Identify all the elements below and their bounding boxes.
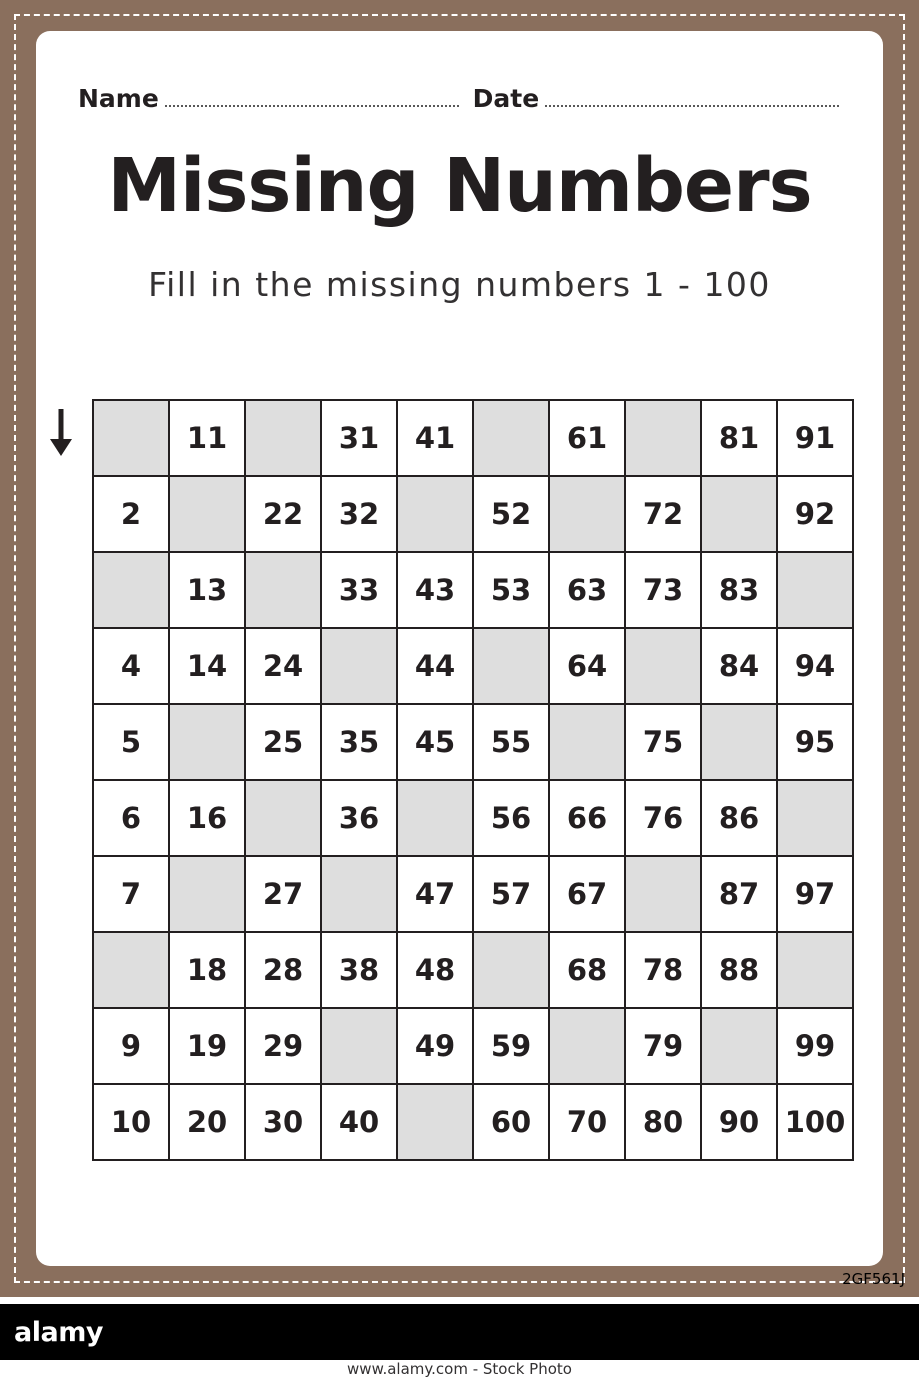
grid-cell-filled: 61 — [549, 400, 625, 476]
grid-cell-filled: 47 — [397, 856, 473, 932]
grid-cell-filled: 86 — [701, 780, 777, 856]
page-title: Missing Numbers — [107, 143, 812, 229]
grid-cell-filled: 91 — [777, 400, 853, 476]
grid-cell-filled: 24 — [245, 628, 321, 704]
grid-row — [93, 856, 853, 932]
grid-cell-blank[interactable] — [625, 628, 701, 704]
grid-cell-blank[interactable] — [93, 400, 169, 476]
grid-row — [93, 932, 853, 1008]
grid-cell-filled: 44 — [397, 628, 473, 704]
number-grid-table — [92, 399, 854, 1161]
grid-cell-filled: 83 — [701, 552, 777, 628]
grid-row — [93, 780, 853, 856]
worksheet-paper — [36, 31, 883, 1266]
grid-cell-filled: 67 — [549, 856, 625, 932]
grid-cell-filled: 40 — [321, 1084, 397, 1160]
grid-cell-filled: 49 — [397, 1008, 473, 1084]
grid-cell-filled: 87 — [701, 856, 777, 932]
grid-cell-filled: 72 — [625, 476, 701, 552]
grid-row — [93, 1008, 853, 1084]
grid-cell-filled: 70 — [549, 1084, 625, 1160]
grid-cell-blank[interactable] — [473, 400, 549, 476]
grid-cell-blank[interactable] — [777, 932, 853, 1008]
grid-cell-filled: 84 — [701, 628, 777, 704]
grid-cell-blank[interactable] — [169, 704, 245, 780]
name-label: Name — [78, 84, 159, 113]
grid-cell-filled: 55 — [473, 704, 549, 780]
grid-cell-blank[interactable] — [169, 856, 245, 932]
grid-cell-filled: 9 — [93, 1008, 169, 1084]
grid-cell-blank[interactable] — [397, 476, 473, 552]
date-label: Date — [472, 84, 540, 113]
grid-cell-filled: 16 — [169, 780, 245, 856]
grid-cell-filled: 22 — [245, 476, 321, 552]
grid-cell-filled: 13 — [169, 552, 245, 628]
grid-cell-filled: 11 — [169, 400, 245, 476]
grid-row — [93, 628, 853, 704]
grid-row — [93, 400, 853, 476]
grid-cell-filled: 80 — [625, 1084, 701, 1160]
grid-cell-filled: 30 — [245, 1084, 321, 1160]
grid-cell-filled: 59 — [473, 1008, 549, 1084]
grid-cell-blank[interactable] — [549, 1008, 625, 1084]
grid-cell-blank[interactable] — [625, 856, 701, 932]
grid-cell-blank[interactable] — [473, 932, 549, 1008]
grid-cell-blank[interactable] — [321, 628, 397, 704]
page-subtitle: Fill in the missing numbers 1 - 100 — [148, 265, 771, 304]
grid-cell-filled: 25 — [245, 704, 321, 780]
grid-cell-blank[interactable] — [245, 780, 321, 856]
grid-cell-filled: 48 — [397, 932, 473, 1008]
grid-cell-filled: 92 — [777, 476, 853, 552]
name-input-line[interactable] — [165, 104, 459, 107]
grid-cell-filled: 36 — [321, 780, 397, 856]
grid-cell-filled: 33 — [321, 552, 397, 628]
grid-row — [93, 1084, 853, 1160]
grid-cell-blank[interactable] — [701, 1008, 777, 1084]
grid-cell-blank[interactable] — [625, 400, 701, 476]
grid-cell-filled: 90 — [701, 1084, 777, 1160]
grid-cell-blank[interactable] — [701, 704, 777, 780]
grid-cell-filled: 14 — [169, 628, 245, 704]
grid-cell-filled: 20 — [169, 1084, 245, 1160]
grid-cell-blank[interactable] — [777, 780, 853, 856]
grid-cell-filled: 66 — [549, 780, 625, 856]
grid-cell-filled: 10 — [93, 1084, 169, 1160]
grid-cell-filled: 56 — [473, 780, 549, 856]
grid-cell-filled: 52 — [473, 476, 549, 552]
grid-cell-filled: 28 — [245, 932, 321, 1008]
grid-cell-filled: 81 — [701, 400, 777, 476]
grid-cell-filled: 97 — [777, 856, 853, 932]
grid-cell-filled: 19 — [169, 1008, 245, 1084]
grid-cell-filled: 99 — [777, 1008, 853, 1084]
hundred-chart — [92, 399, 846, 1139]
grid-cell-filled: 27 — [245, 856, 321, 932]
alamy-logo: alamy — [14, 1316, 103, 1348]
grid-cell-filled: 5 — [93, 704, 169, 780]
grid-cell-filled: 43 — [397, 552, 473, 628]
image-id: 2GF561J — [842, 1270, 905, 1288]
down-arrow-icon — [44, 407, 78, 457]
grid-cell-blank[interactable] — [777, 552, 853, 628]
name-date-row — [78, 73, 843, 113]
grid-cell-filled: 2 — [93, 476, 169, 552]
grid-cell-blank[interactable] — [169, 476, 245, 552]
grid-cell-filled: 38 — [321, 932, 397, 1008]
grid-cell-filled: 64 — [549, 628, 625, 704]
grid-cell-blank[interactable] — [93, 552, 169, 628]
grid-cell-filled: 18 — [169, 932, 245, 1008]
grid-cell-filled: 57 — [473, 856, 549, 932]
grid-cell-filled: 88 — [701, 932, 777, 1008]
grid-cell-filled: 76 — [625, 780, 701, 856]
grid-cell-filled: 95 — [777, 704, 853, 780]
grid-cell-blank[interactable] — [321, 1008, 397, 1084]
grid-cell-blank[interactable] — [397, 1084, 473, 1160]
grid-cell-blank[interactable] — [473, 628, 549, 704]
grid-cell-filled: 45 — [397, 704, 473, 780]
alamy-footer-bar — [0, 1304, 919, 1360]
grid-cell-filled: 60 — [473, 1084, 549, 1160]
grid-cell-blank[interactable] — [321, 856, 397, 932]
grid-cell-filled: 79 — [625, 1008, 701, 1084]
footer-credit: www.alamy.com - Stock Photo — [347, 1360, 572, 1378]
grid-cell-filled: 100 — [777, 1084, 853, 1160]
grid-row — [93, 476, 853, 552]
date-input-line[interactable] — [545, 104, 839, 107]
grid-cell-blank[interactable] — [245, 552, 321, 628]
grid-row — [93, 704, 853, 780]
grid-cell-filled: 6 — [93, 780, 169, 856]
grid-cell-filled: 68 — [549, 932, 625, 1008]
grid-cell-filled: 7 — [93, 856, 169, 932]
grid-cell-filled: 4 — [93, 628, 169, 704]
grid-cell-filled: 94 — [777, 628, 853, 704]
grid-cell-filled: 32 — [321, 476, 397, 552]
grid-cell-filled: 78 — [625, 932, 701, 1008]
grid-cell-filled: 35 — [321, 704, 397, 780]
grid-cell-filled: 41 — [397, 400, 473, 476]
grid-cell-blank[interactable] — [397, 780, 473, 856]
grid-cell-blank[interactable] — [93, 932, 169, 1008]
grid-cell-filled: 31 — [321, 400, 397, 476]
grid-cell-filled: 75 — [625, 704, 701, 780]
grid-row — [93, 552, 853, 628]
grid-cell-blank[interactable] — [701, 476, 777, 552]
grid-cell-blank[interactable] — [245, 400, 321, 476]
grid-cell-blank[interactable] — [549, 476, 625, 552]
grid-cell-filled: 73 — [625, 552, 701, 628]
grid-cell-filled: 53 — [473, 552, 549, 628]
grid-cell-filled: 63 — [549, 552, 625, 628]
grid-cell-filled: 29 — [245, 1008, 321, 1084]
grid-cell-blank[interactable] — [549, 704, 625, 780]
